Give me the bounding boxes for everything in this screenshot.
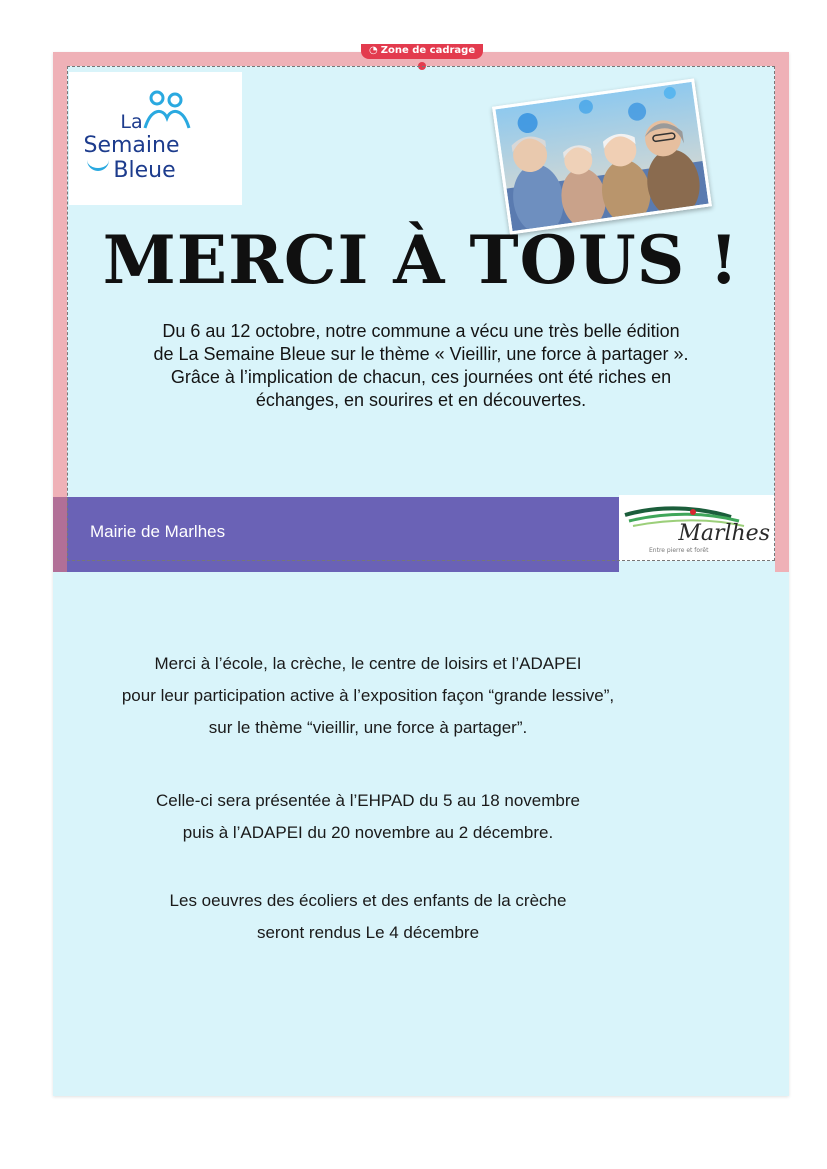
logo-line-1: La bbox=[120, 111, 143, 133]
marlhes-tagline: Entre pierre et forêt bbox=[649, 547, 709, 554]
paragraph-line: pour leur participation active à l’exposition façon “grande lessive”, bbox=[121, 686, 615, 705]
crop-zone-icon: ◔ bbox=[369, 45, 378, 56]
paragraph-return-date bbox=[0, 885, 736, 949]
photo-illustration bbox=[495, 82, 708, 231]
logo-line-2: Semaine bbox=[83, 133, 180, 158]
paragraph-thanks bbox=[0, 648, 736, 744]
paragraph-line: Les oeuvres des écoliers et des enfants de la crèche bbox=[169, 891, 567, 910]
intro-line: Du 6 au 12 octobre, notre commune a vécu une très belle édition bbox=[162, 321, 680, 341]
crop-zone-tab[interactable] bbox=[361, 44, 483, 59]
paragraph-line: puis à l’ADAPEI du 20 novembre au 2 décembre. bbox=[182, 823, 554, 842]
paragraph-line: Merci à l’école, la crèche, le centre de loisirs et l’ADAPEI bbox=[154, 654, 582, 673]
crop-handle[interactable] bbox=[418, 62, 426, 70]
paragraph-line: Celle-ci sera présentée à l’EHPAD du 5 au 18 novembre bbox=[156, 791, 580, 810]
paragraph-exhibition-dates bbox=[0, 785, 736, 849]
intro-line: échanges, en sourires et en découvertes. bbox=[255, 390, 587, 410]
paragraph-line: sur le thème “vieillir, une force à partager”. bbox=[208, 718, 528, 737]
intro-line: de La Semaine Bleue sur le thème « Vieillir, une force à partager ». bbox=[153, 344, 689, 364]
marlhes-wordmark: Marlhes bbox=[678, 521, 770, 546]
mairie-label: Mairie de Marlhes bbox=[90, 522, 226, 541]
logo-line-3 bbox=[69, 158, 194, 183]
footer-bar-edge bbox=[53, 497, 67, 572]
semaine-bleue-logo bbox=[69, 72, 242, 205]
marlhes-logo bbox=[619, 495, 774, 561]
crop-zone-label: Zone de cadrage bbox=[380, 45, 476, 56]
intro-text bbox=[93, 320, 749, 412]
logo-wordmark bbox=[69, 110, 194, 183]
intro-line: Grâce à l’implication de chacun, ces journées ont été riches en bbox=[170, 367, 672, 387]
paragraph-line: seront rendus Le 4 décembre bbox=[256, 923, 480, 942]
logo-line-3-text: Bleue bbox=[113, 158, 176, 183]
crop-zone[interactable] bbox=[53, 45, 789, 572]
headline: MERCI À TOUS ! bbox=[102, 221, 740, 299]
